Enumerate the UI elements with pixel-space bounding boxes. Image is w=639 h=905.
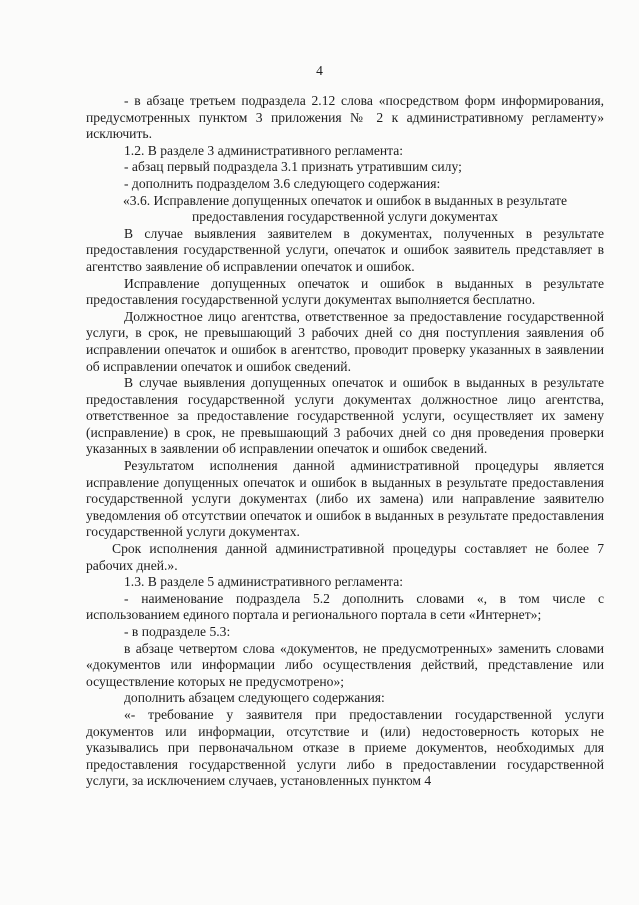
- paragraph-fourth-abzac: в абзаце четвертом слова «документов, не предусмотренных» заменить словами «документов или информации либо осуществления действий, представление или осуществление которых не предусмотрено»;: [86, 640, 604, 689]
- paragraph-requirement: «- требование у заявителя при предоставлении государственной услуги документов или информации, отсутствие и (или) недостоверность которых не указывались при первоначальном отказе в приеме документов, необходимых для предоставления государственной услуги либо в предоставлении государственной услуги, за исключением случаев, установленных пунктом 4: [86, 706, 604, 789]
- paragraph-free-correction: Исправление допущенных опечаток и ошибок в выданных в результате предоставления государственной услуги документах выполняется бесплатно.: [86, 275, 604, 308]
- paragraph-errors-detection: В случае выявления заявителем в документах, полученных в результате предоставления государственной услуги, опечаток и ошибок заявитель представляет в агентство заявление об исправлении опечаток и ошибок.: [86, 225, 604, 274]
- paragraph-official-check: Должностное лицо агентства, ответственное за предоставление государственной услуги, в срок, не превышающий 3 рабочих дней со дня поступления заявления об исправлении опечаток и ошибок в агентство, проводит проверку указанных в заявлении об исправлении опечаток и ошибок сведений.: [86, 308, 604, 374]
- paragraph-replacement: В случае выявления допущенных опечаток и ошибок в выданных в результате предоставления государственной услуги документах должностное лицо агентства, ответственное за предоставление государственной услуги, осуществляет их замену (исправление) в срок, не превышающий 3 рабочих дней со дня проведения проверки указанных в заявлении об исправлении опечаток и ошибок сведений.: [86, 375, 604, 457]
- paragraph-result: Результатом исполнения данной административной процедуры является исправление допущенных опечаток и ошибок в выданных в результате предоставления государственной услуги документах (либо их замена) или направление заявителю уведомления об отсутствии опечаток и ошибок в выданных в результате предоставления государственной услуги документах.: [86, 458, 604, 540]
- paragraph-3-1-void: - абзац первый подраздела 3.1 признать утратившим силу;: [124, 159, 462, 175]
- paragraph-section-1-3: 1.3. В разделе 5 административного регламента:: [124, 574, 404, 590]
- page-number: 4: [316, 63, 323, 78]
- document-body: [86, 93, 604, 790]
- paragraph-add-3-6: - дополнить подразделом 3.6 следующего содержания:: [124, 175, 441, 191]
- paragraph-5-3: - в подразделе 5.3:: [124, 624, 231, 639]
- paragraph-deadline: Срок исполнения данной административной процедуры составляет не более 7 рабочих дней.».: [86, 541, 604, 573]
- paragraph-add-abzac: дополнить абзацем следующего содержания:: [124, 690, 385, 706]
- paragraph-amend-2-12: - в абзаце третьем подраздела 2.12 слова «посредством форм информирования, предусмотренных пунктом 3 приложения № 2 к административному регламенту» исключить.: [86, 93, 604, 142]
- paragraph-section-1-2: 1.2. В разделе 3 административного регламента:: [124, 142, 404, 158]
- paragraph-5-2-name: - наименование подраздела 5.2 дополнить словами «, в том числе с использованием единого портала и регионального портала в сети «Интернет»;: [86, 590, 604, 623]
- subsection-3-6-heading: «3.6. Исправление допущенных опечаток и ошибок в выданных в результате предоставления государственной услуги документах: [122, 192, 568, 225]
